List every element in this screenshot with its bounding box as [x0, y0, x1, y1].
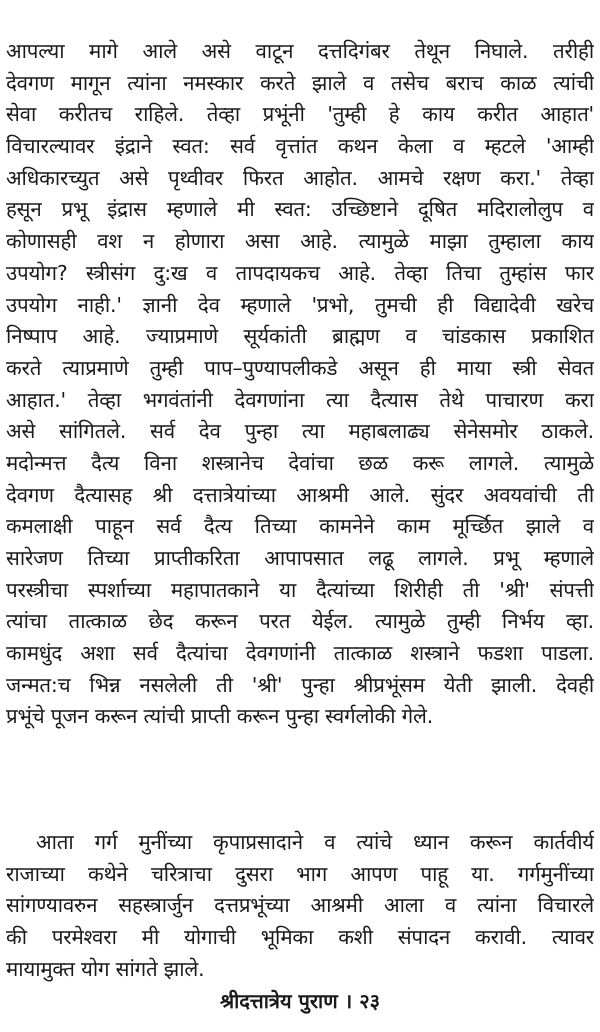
- text-line: आपल्या मागे आले असे वाटून दत्तदिगंबर तेथून निघाले. तरीही: [6, 39, 594, 63]
- page-number: २३: [359, 989, 381, 1013]
- text-line: देवगण दैत्यासह श्री दत्तात्रेयांच्या आश्रमी आले. सुंदर अवयवांची ती: [6, 482, 594, 507]
- text-line: विचारल्यावर इंद्राने स्वत: सर्व वृत्तांत कथन केला व म्हटले 'आम्ही: [6, 134, 594, 159]
- text-line: सेवा करीतच राहिले. तेव्हा प्रभूंनी 'तुम्ही हे काय करीत आहात': [6, 102, 594, 127]
- paragraph-2: [6, 827, 594, 985]
- text-line: उपयोग? स्त्रीसंग दु:ख व तापदायकच आहे. तेव्हा तिचा तुम्हांस फार: [6, 260, 594, 285]
- text-line: देवगण मागून त्यांना नमस्कार करते झाले व तसेच बराच काळ त्यांची: [6, 70, 594, 95]
- paragraph-1: [6, 36, 594, 733]
- text-line: कमलाक्षी पाहून सर्व दैत्य तिच्या कामनेने काम मूर्च्छित झाले व: [6, 514, 594, 539]
- text-line: करते त्याप्रमाणे तुम्ही पाप–पुण्यापलीकडे असून ही माया स्त्री सेवत: [6, 355, 594, 380]
- text-line: निष्पाप आहे. ज्याप्रमाणे सूर्यकांती ब्राह्मण व चांडकास प्रकाशित: [6, 324, 594, 349]
- text-line: अधिकारच्युत असे पृथ्वीवर फिरत आहोत. आमचे रक्षण करा.' तेव्हा: [6, 165, 594, 190]
- text-line: त्यांचा तात्काळ छेद करून परत येईल. त्यामुळे तुम्ही निर्भय व्हा.: [6, 609, 594, 634]
- text-line: कामधुंद अशा सर्व दैत्यांचा देवगणांनी तात्काळ शस्त्राने फडशा पाडला.: [6, 641, 594, 666]
- text-line: राजाच्या कथेने चरित्राचा दुसरा भाग आपण पाहू या. गर्गमुनींच्या: [6, 861, 594, 886]
- text-line: प्रभूंचे पूजन करून त्यांची प्राप्ती करून पुन्हा स्वर्गलोकी गेले.: [6, 704, 434, 729]
- text-line: मदोन्मत्त दैत्य विना शस्त्रानेच देवांचा छळ करू लागले. त्यामुळे: [6, 450, 594, 475]
- text-line: की परमेश्वरा मी योगाची भूमिका कशी संपादन करावी. त्यावर: [6, 925, 594, 950]
- text-line: सांगण्यावरुन सहस्त्रार्जुन दत्तप्रभूंच्या आश्रमी आला व त्यांना विचारले: [6, 893, 594, 918]
- text-line: कोणासही वश न होणारा असा आहे. त्यामुळे माझा तुम्हाला काय: [6, 229, 594, 254]
- text-line: उपयोग नाही.' ज्ञानी देव म्हणाले 'प्रभो, तुमची ही विद्यादेवी खरेच: [6, 292, 594, 317]
- book-title: श्रीदत्तात्रेय पुराण: [219, 989, 338, 1013]
- text-line: परस्त्रीचा स्पर्शाच्या महापातकाने या दैत्यांच्या शिरीही ती 'श्री' संपत्ती: [6, 577, 594, 602]
- text-line: आता गर्ग मुनींच्या कृपाप्रसादाने व त्यांचे ध्यान करून कार्तवीर्य: [36, 830, 594, 854]
- text-line: असे सांगितले. सर्व देव पुन्हा त्या महाबलाढ्य सेनेसमोर ठाकले.: [6, 419, 594, 444]
- text-line: आहात.' तेव्हा भगवंतांनी देवगणांना त्या दैत्यास तेथे पाचारण करा: [6, 387, 594, 412]
- text-line: मायामुक्त योग सांगते झाले.: [6, 956, 205, 981]
- text-line: हसून प्रभू इंद्रास म्हणाले मी स्वत: उच्छिष्टाने दूषित मदिरालोलुप व: [6, 197, 594, 222]
- page-footer: [0, 987, 600, 1015]
- text-line: सारेजण तिच्या प्राप्तीकरिता आपापसात लढू लागले. प्रभू म्हणाले: [6, 546, 594, 570]
- text-line: जन्मत:च भिन्न नसलेली ती 'श्री' पुन्हा श्रीप्रभूंसम येती झाली. देवही: [6, 672, 594, 697]
- footer-separator: ।: [344, 989, 353, 1013]
